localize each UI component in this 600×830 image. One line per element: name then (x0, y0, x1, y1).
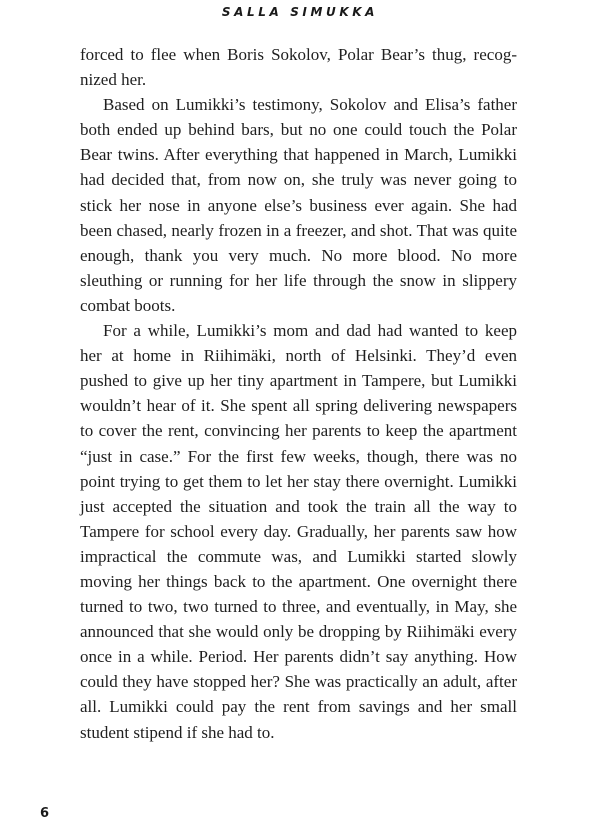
paragraph-parents: For a while, Lumikki’s mom and dad had wanted to keep her at home in Riihimäki, north of Helsinki. They’d even pushed to give up her tiny apartment in Tampere, but Lumikki wouldn’t hear of it. She spent all spring delivering newspapers to cover the rent, convincing her parents to keep the apartment “just in case.” For the first few weeks, though, there was no point trying to get them to let her stay there overnight. Lumikki just accepted the situation and took the train all the way to Tampere for school every day. Gradually, her parents saw how impractical the commute was, and Lumikki started slowly moving her things back to the apartment. One overnight there turned to two, two turned to three, and eventually, in May, she announced that she would only be dropping by Riihimäki every once in a while. Period. Her parents didn’t say anything. How could they have stopped her? She was practically an adult, after all. Lumikki could pay the rent from savings and her small student stipend if she had to. (80, 321, 517, 742)
page-number: 6 (40, 806, 50, 821)
paragraph-continuation: forced to flee when Boris Sokolov, Polar Bear’s thug, recognized her. (80, 45, 517, 90)
body-text (80, 42, 517, 745)
paragraph-testimony: Based on Lumikki’s testimony, Sokolov and Elisa’s father both ended up behind bars, but no one could touch the Polar Bear twins. After everything that happened in March, Lumikki had decided that, from now on, she truly was never going to stick her nose in anyone else’s business ever again. She had been chased, nearly frozen in a freezer, and shot. That was quite enough, thank you very much. No more blood. No more sleuthing or running for her life through the snow in slippery combat boots. (80, 95, 517, 315)
running-head: SALLA SIMUKKA (221, 5, 379, 19)
